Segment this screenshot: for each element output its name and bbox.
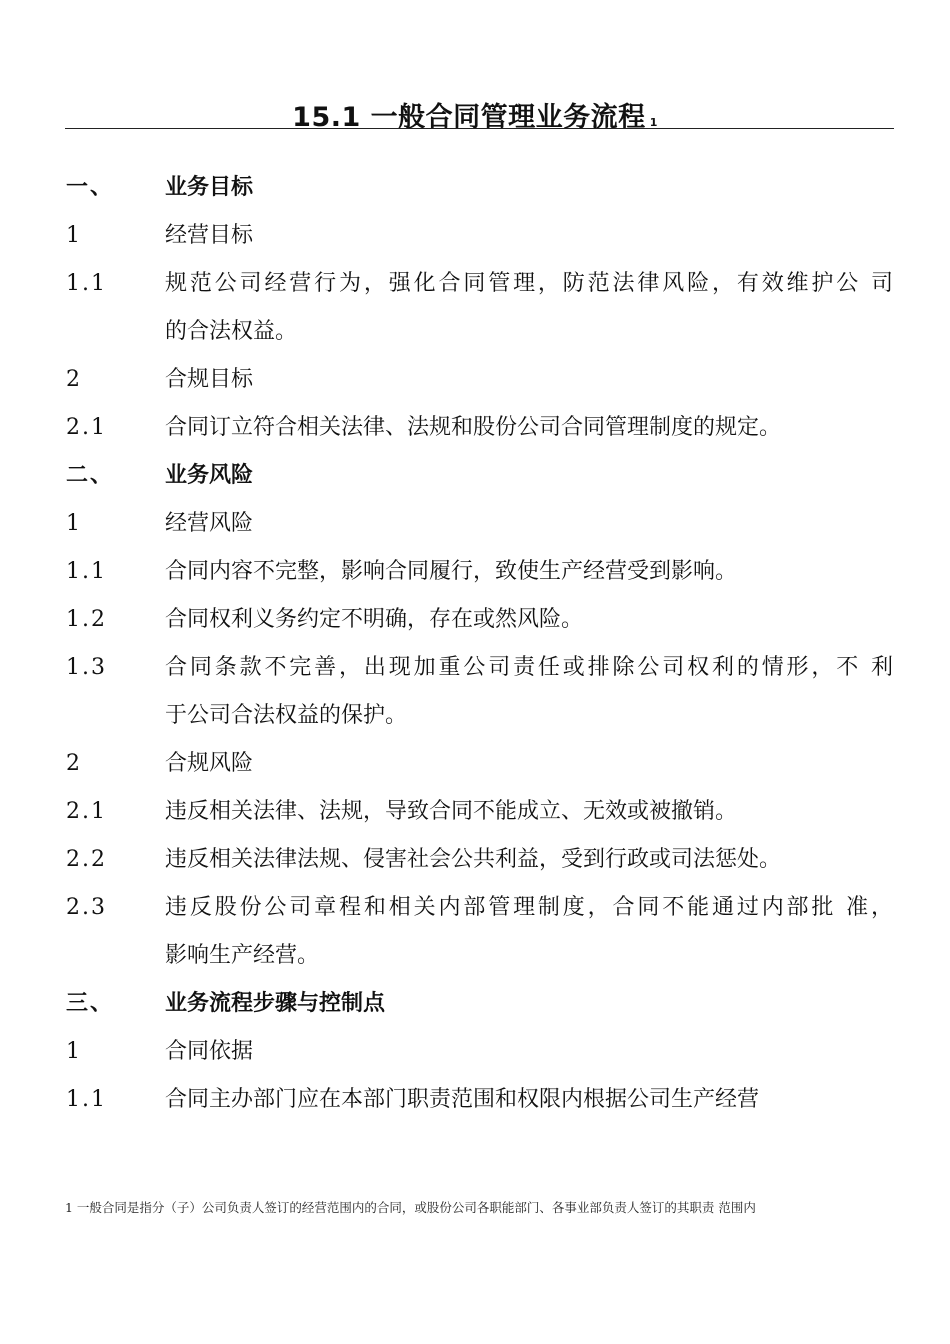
clause-text: 违反相关法律、法规，导致合同不能成立、无效或被撤销。 xyxy=(165,799,738,824)
clause-number: 2 xyxy=(66,751,82,776)
clause-number: 1.2 xyxy=(66,607,107,632)
clause-number: 1 xyxy=(66,511,82,536)
clause-number: 1.1 xyxy=(66,1087,107,1112)
clause-text: 合同条款不完善，出现加重公司责任或排除公司权利的情形，不 利 xyxy=(165,655,893,680)
clause-text: 合同订立符合相关法律、法规和股份公司合同管理制度的规定。 xyxy=(165,415,782,440)
clause-number: 2.1 xyxy=(66,415,107,440)
clause-text: 合规目标 xyxy=(165,367,254,392)
footnote-reference: 1 xyxy=(649,116,658,129)
clause-number: 1.1 xyxy=(66,271,107,296)
clause-text: 违反相关法律法规、侵害社会公共利益，受到行政或司法惩处。 xyxy=(165,847,782,872)
clause-text: 合规风险 xyxy=(165,751,254,776)
clause-number: 1 xyxy=(66,1039,82,1064)
clause-text: 合同内容不完整，影响合同履行，致使生产经营受到影响。 xyxy=(165,559,738,584)
clause-number: 2.1 xyxy=(66,799,107,824)
clause-number: 三、 xyxy=(66,991,115,1016)
footnote: 1 一般合同是指分（子）公司负责人签订的经营范围内的合同，或股份公司各职能部门、各事业部负责人签订的其职责 范围内 xyxy=(65,1200,756,1215)
clause-number: 2 xyxy=(66,367,82,392)
clause-text: 合同权利义务约定不明确，存在或然风险。 xyxy=(165,607,584,632)
clause-text: 违反股份公司章程和相关内部管理制度，合同不能通过内部批 准， xyxy=(165,895,893,920)
clause-number: 一、 xyxy=(66,175,115,200)
clause-text: 经营风险 xyxy=(165,511,254,536)
clause-text: 的合法权益。 xyxy=(165,319,298,344)
clause-text: 规范公司经营行为，强化合同管理，防范法律风险，有效维护公 司 xyxy=(165,271,893,296)
clause-text: 影响生产经营。 xyxy=(165,943,320,968)
clause-text: 合同主办部门应在本部门职责范围和权限内根据公司生产经营 xyxy=(165,1087,760,1112)
clause-number: 2.2 xyxy=(66,847,107,872)
section-heading-text: 业务目标 xyxy=(165,175,254,200)
clause-text: 经营目标 xyxy=(165,223,254,248)
clause-number: 1.3 xyxy=(66,655,107,680)
page-title-text: 15.1 一般合同管理业务流程 xyxy=(292,102,646,133)
title-underline xyxy=(65,128,894,129)
section-heading-text: 业务流程步骤与控制点 xyxy=(165,991,386,1016)
clause-number: 二、 xyxy=(66,463,115,488)
clause-number: 1 xyxy=(66,223,82,248)
section-heading-text: 业务风险 xyxy=(165,463,254,488)
clause-number: 1.1 xyxy=(66,559,107,584)
clause-number: 2.3 xyxy=(66,895,107,920)
clause-text: 合同依据 xyxy=(165,1039,254,1064)
clause-text: 于公司合法权益的保护。 xyxy=(165,703,408,728)
